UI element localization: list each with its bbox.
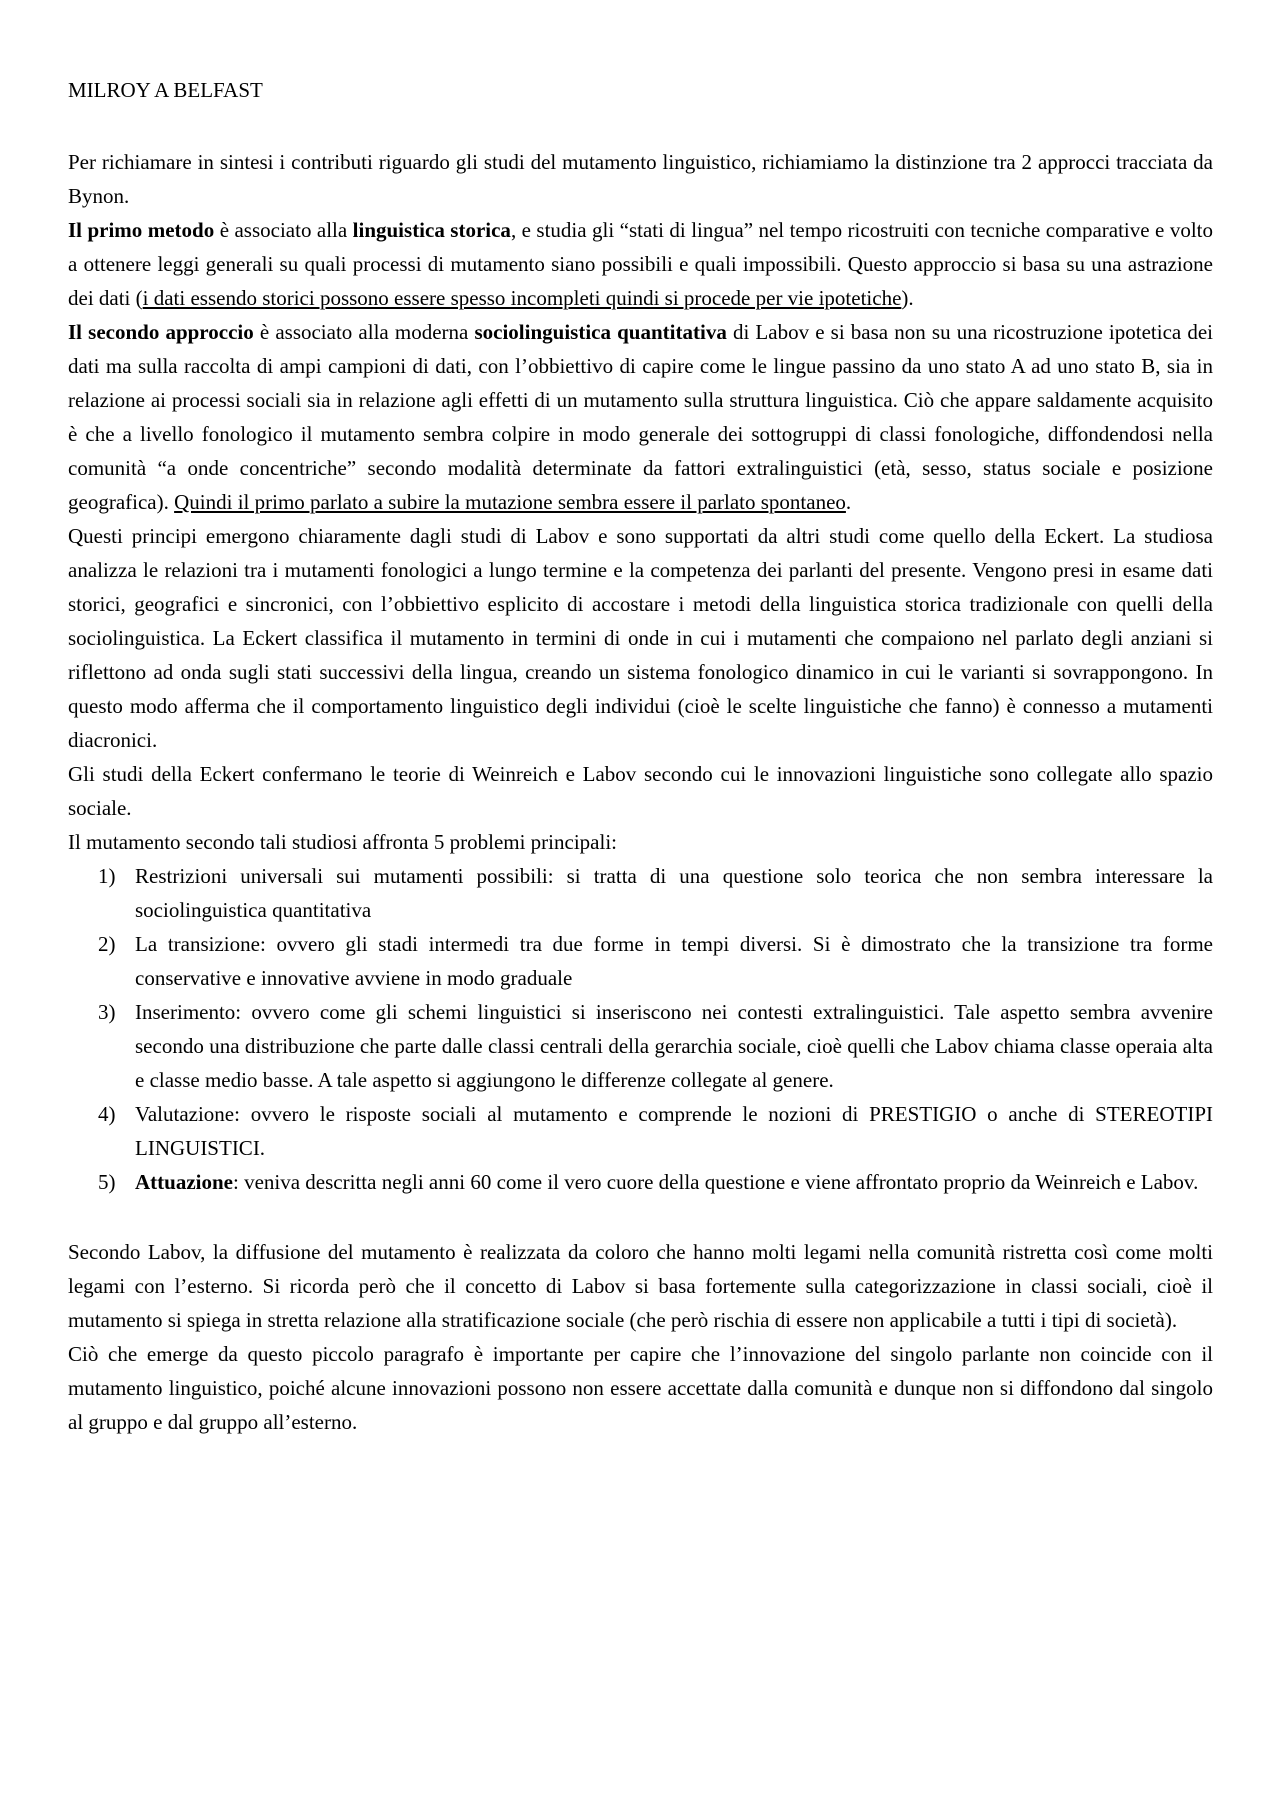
paragraph bbox=[68, 1235, 1213, 1337]
paragraph bbox=[68, 519, 1213, 757]
list-item-text bbox=[135, 932, 1213, 990]
document-body bbox=[68, 145, 1213, 1439]
text-run: di Labov e si basa non su una ricostruzione ipotetica dei dati ma sulla raccolta di ampi campioni di dati, con l’obbiettivo di capire come le lingue passino da uno stato A ad uno stato B, sia in relazione ai processi sociali sia in relazione agli effetti di un mutamento sulla struttura linguistica. Ciò che appare saldamente acquisito è che a livello fonologico il mutamento sembra colpire in modo generale dei sottogruppi di classi fonologiche, diffondendosi nella comunità “a onde concentriche” secondo modalità determinate da fattori extralinguistici (età, sesso, status sociale e posizione geografica). bbox=[68, 320, 1214, 514]
paragraph bbox=[68, 213, 1213, 315]
paragraph bbox=[68, 315, 1213, 519]
list-item bbox=[68, 1097, 1213, 1165]
text-run: ). bbox=[901, 286, 914, 310]
text-run: Restrizioni universali sui mutamenti possibili: si tratta di una questione solo teorica che non sembra interessare la sociolinguistica quantitativa bbox=[135, 864, 1213, 922]
list-item bbox=[68, 995, 1213, 1097]
list-item-marker: 3) bbox=[98, 1000, 116, 1024]
text-run: Secondo Labov, la diffusione del mutamento è realizzata da coloro che hanno molti legami nella comunità ristretta così come molti legami con l’esterno. Si ricorda però che il concetto di Labov si basa fortemente sulla categorizzazione in classi sociali, cioè il mutamento si spiega in stretta relazione alla stratificazione sociale (che però rischia di essere non applicabile a tutti i tipi di società). bbox=[68, 1240, 1213, 1332]
list-item-text bbox=[135, 1000, 1213, 1092]
paragraph bbox=[68, 757, 1213, 825]
text-run: è associato alla bbox=[214, 218, 353, 242]
text-run: Il primo metodo bbox=[68, 218, 215, 242]
text-run: La transizione: ovvero gli stadi intermedi tra due forme in tempi diversi. Si è dimostrato che la transizione tra forme conservative e innovative avviene in modo graduale bbox=[135, 932, 1213, 990]
text-run: Questi principi emergono chiaramente dagli studi di Labov e sono supportati da altri studi come quello della Eckert. La studiosa analizza le relazioni tra i mutamenti fonologici a lungo termine e la competenza dei parlanti del presente. Vengono presi in esame dati storici, geografici e sincronici, con l’obbiettivo esplicito di accostare i metodi della linguistica storica tradizionale con quelli della sociolinguistica. La Eckert classifica il mutamento in termini di onde in cui i mutamenti che compaiono nel parlato degli anziani si riflettono ad onda sugli stati successivi della lingua, creando un sistema fonologico dinamico in cui le varianti si sovrappongono. In questo modo afferma che il comportamento linguistico degli individui (cioè le scelte linguistiche che fanno) è connesso a mutamenti diacronici. bbox=[68, 524, 1213, 752]
paragraph bbox=[68, 145, 1213, 213]
text-run: sociolinguistica quantitativa bbox=[474, 320, 727, 344]
list-item bbox=[68, 1165, 1213, 1199]
text-run: Inserimento: ovvero come gli schemi linguistici si inseriscono nei contesti extralinguistici. Tale aspetto sembra avvenire secondo una distribuzione che parte dalle classi centrali della gerarchia sociale, cioè quelli che Labov chiama classe operaia alta e classe medio basse. A tale aspetto si aggiungono le differenze collegate al genere. bbox=[135, 1000, 1213, 1092]
text-run: Valutazione: ovvero le risposte sociali al mutamento e comprende le nozioni di PRESTIGIO o anche di STEREOTIPI LINGUISTICI. bbox=[135, 1102, 1213, 1160]
list-item-text bbox=[135, 864, 1213, 922]
text-run: Il secondo approccio bbox=[68, 320, 254, 344]
list-item-text bbox=[135, 1102, 1213, 1160]
text-run: linguistica storica bbox=[352, 218, 511, 242]
list-item-marker: 5) bbox=[98, 1170, 116, 1194]
text-run: Gli studi della Eckert confermano le teorie di Weinreich e Labov secondo cui le innovazioni linguistiche sono collegate allo spazio sociale. bbox=[68, 762, 1213, 820]
list-item bbox=[68, 927, 1213, 995]
text-run: Il mutamento secondo tali studiosi affronta 5 problemi principali: bbox=[68, 830, 617, 854]
list-item-marker: 2) bbox=[98, 932, 116, 956]
list-item-marker: 4) bbox=[98, 1102, 116, 1126]
list-item-marker: 1) bbox=[98, 864, 116, 888]
list-item bbox=[68, 859, 1213, 927]
text-run: Ciò che emerge da questo piccolo paragrafo è importante per capire che l’innovazione del singolo parlante non coincide con il mutamento linguistico, poiché alcune innovazioni possono non essere accettate dalla comunità e dunque non si diffondono dal singolo al gruppo e dal gruppo all’esterno. bbox=[68, 1342, 1213, 1434]
paragraph-spacer bbox=[68, 1199, 1213, 1235]
text-run: è associato alla moderna bbox=[253, 320, 475, 344]
paragraph bbox=[68, 1337, 1213, 1439]
paragraph bbox=[68, 825, 1213, 859]
text-run: : veniva descritta negli anni 60 come il vero cuore della questione e viene affrontato proprio da Weinreich e Labov. bbox=[233, 1170, 1199, 1194]
text-run: . bbox=[845, 490, 852, 514]
text-run: i dati essendo storici possono essere spesso incompleti quindi si procede per vie ipotetiche bbox=[142, 286, 902, 310]
text-run: , e studia gli “stati di lingua” nel tempo ricostruiti con tecniche comparative e volto a ottenere leggi generali su quali processi di mutamento siano possibili e quali impossibili. Questo approccio si basa su una astrazione dei dati ( bbox=[68, 218, 1213, 310]
text-run: Quindi il primo parlato a subire la mutazione sembra essere il parlato spontaneo bbox=[174, 490, 846, 514]
text-run: Attuazione bbox=[135, 1170, 233, 1194]
list-item-text bbox=[135, 1170, 1198, 1194]
text-run: Per richiamare in sintesi i contributi riguardo gli studi del mutamento linguistico, richiamiamo la distinzione tra 2 approcci tracciata da Bynon. bbox=[68, 150, 1213, 208]
page-title: MILROY A BELFAST bbox=[68, 78, 263, 102]
